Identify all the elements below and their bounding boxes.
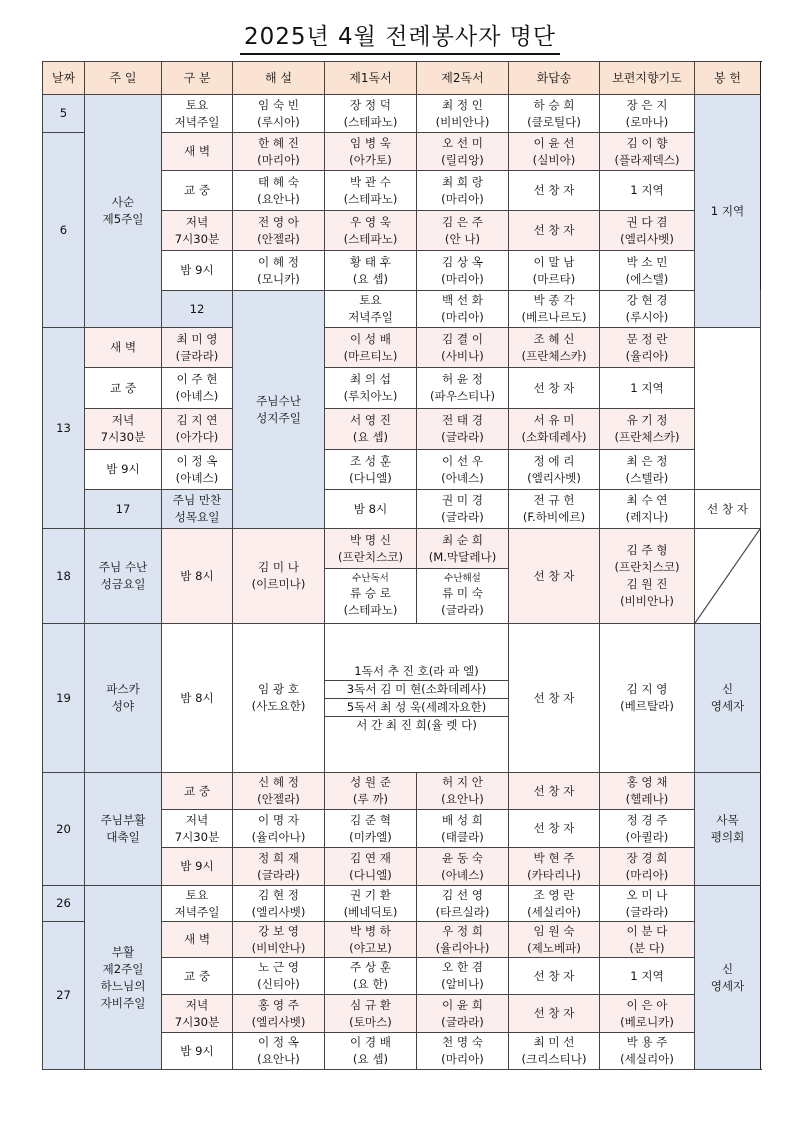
- psalm-cell: 선 창 자: [509, 995, 600, 1033]
- table-row: [43, 490, 761, 529]
- reading2-cell: 최 순 희 (M.막달레나): [417, 529, 509, 569]
- header-gubun: 구 분: [162, 62, 233, 95]
- reading2-cell: 김 선 영 (타르실라): [417, 886, 509, 922]
- offertory-cell: 사목 평의회: [695, 773, 761, 886]
- date-cell: 5: [43, 95, 85, 133]
- sunday-cell: 주님부활 대축일: [85, 773, 162, 886]
- reading1-cell: 우 영 욱 (스테파노): [325, 211, 417, 251]
- commentary-cell: 임 광 호 (사도요한): [233, 624, 325, 773]
- header-offertory: 봉 헌: [695, 62, 761, 95]
- reading2-cell: 허 지 안 (요안나): [417, 773, 509, 810]
- prayers-cell: 김 지 영 (베르탈라): [600, 624, 695, 773]
- prayers-cell: 김 이 향 (플라제덱스): [600, 133, 695, 171]
- gubun-cell: 밤 8시: [162, 529, 233, 624]
- offertory-cell-empty: [695, 529, 761, 624]
- commentary-cell: 김 현 정 (엘리사벳): [233, 886, 325, 922]
- vigil-reading-item: 3독서 김 미 현(소화데레사): [325, 681, 508, 699]
- date-cell: 12: [162, 291, 233, 328]
- commentary-cell: 김 미 나 (이르미나): [233, 529, 325, 624]
- date-cell: 17: [85, 490, 162, 529]
- reading2-cell: 최 수 연 (레지나): [600, 490, 695, 529]
- reading1-cell: 장 정 덕 (스테파노): [325, 95, 417, 133]
- reading2-cell: 이 윤 희 (글라라): [417, 995, 509, 1033]
- psalm-cell: 선 창 자: [509, 773, 600, 810]
- reading2-cell: 허 윤 정 (파우스티나): [417, 368, 509, 409]
- psalm-cell: 선 창 자: [509, 171, 600, 211]
- gubun-cell: 새 벽: [162, 922, 233, 958]
- page-title: 2025년 4월 전례봉사자 명단: [0, 18, 800, 55]
- commentary-cell: 이 정 옥 (아녜스): [162, 450, 233, 490]
- reading2-cell: 윤 동 숙 (아녜스): [417, 848, 509, 886]
- table-row: [43, 409, 761, 450]
- reading1-cell: 심 규 환 (토마스): [325, 995, 417, 1033]
- psalm-cell: 선 창 자: [695, 490, 761, 529]
- sunday-cell: 주님 만찬 성목요일: [162, 490, 233, 529]
- prayers-cell: 최 은 정 (스텔라): [600, 450, 695, 490]
- commentary-cell: 노 근 영 (신티아): [233, 958, 325, 995]
- psalm-cell: 임 원 숙 (제노베파): [509, 922, 600, 958]
- psalm-cell: 조 영 란 (세실리아): [509, 886, 600, 922]
- sunday-cell: 부활 제2주일 하느님의 자비주일: [85, 886, 162, 1070]
- gubun-cell: 교 중: [162, 958, 233, 995]
- gubun-cell: 토요 저녁주일: [162, 886, 233, 922]
- reading1-cell: 성 원 준 (루 까): [325, 773, 417, 810]
- commentary-cell: 전 영 아 (안젤라): [233, 211, 325, 251]
- passion-narrator-cell: 수난해설 류 미 숙 (글라라): [417, 569, 509, 624]
- offertory-cell: 1 지역: [695, 95, 761, 328]
- reading2-cell: 우 정 희 (율리아나): [417, 922, 509, 958]
- header-psalm: 화답송: [509, 62, 600, 95]
- date-cell: 18: [43, 529, 85, 624]
- gubun-cell: 밤 9시: [162, 1033, 233, 1070]
- commentary-cell: 이 정 옥 (요안나): [233, 1033, 325, 1070]
- header-reading2: 제2독서: [417, 62, 509, 95]
- table-row: [43, 328, 761, 368]
- date-cell: 27: [43, 922, 85, 1070]
- reading1-cell: 전 규 헌 (F.하비에르): [509, 490, 600, 529]
- psalm-cell: 선 창 자: [509, 810, 600, 848]
- gubun-cell: 밤 9시: [162, 251, 233, 291]
- psalm-cell: 선 창 자: [509, 624, 600, 773]
- commentary-cell: 정 희 재 (글라라): [233, 848, 325, 886]
- reading1-cell: 임 병 욱 (아가토): [325, 133, 417, 171]
- commentary-cell: 백 선 화 (마리아): [417, 291, 509, 328]
- diagonal-line: [695, 529, 760, 623]
- psalm-cell: 이 윤 선 (실비아): [509, 133, 600, 171]
- offertory-cell: 신 영세자: [695, 886, 761, 1070]
- reading1-cell: 박 병 하 (야고보): [325, 922, 417, 958]
- reading2-cell: 배 성 희 (태클라): [417, 810, 509, 848]
- reading2-cell: 최 정 인 (비비안나): [417, 95, 509, 133]
- psalm-cell: 하 승 희 (클로틸다): [509, 95, 600, 133]
- reading2-cell: 김 은 주 (안 나): [417, 211, 509, 251]
- commentary-cell: 권 미 경 (글라라): [417, 490, 509, 529]
- prayers-cell: 박 용 주 (세실리아): [600, 1033, 695, 1070]
- table-row: [43, 450, 761, 490]
- vigil-reading-item: 5독서 최 성 욱(세례자요한): [325, 699, 508, 717]
- reading1-cell: 김 연 재 (다니엘): [325, 848, 417, 886]
- reading1-cell: 서 영 진 (요 셉): [325, 409, 417, 450]
- gubun-cell: 저녁 7시30분: [162, 211, 233, 251]
- gubun-cell: 교 중: [162, 773, 233, 810]
- gubun-cell: 교 중: [162, 171, 233, 211]
- prayers-cell: 권 다 겸 (엘리사벳): [600, 211, 695, 251]
- table-row: [43, 368, 761, 409]
- reading2-cell: 전 태 경 (글라라): [417, 409, 509, 450]
- prayers-cell: 오 미 나 (글라라): [600, 886, 695, 922]
- reading1-cell: 주 상 훈 (요 한): [325, 958, 417, 995]
- header-commentary: 해 설: [233, 62, 325, 95]
- roster-table: [42, 61, 761, 1070]
- header-date: 날짜: [43, 62, 85, 95]
- vigil-readings-cell: [325, 624, 509, 773]
- table-row: [43, 529, 761, 569]
- commentary-cell: 태 혜 숙 (요안나): [233, 171, 325, 211]
- gubun-cell: 저녁 7시30분: [85, 409, 162, 450]
- reading2-cell: 오 한 겸 (알비나): [417, 958, 509, 995]
- gubun-cell: 새 벽: [162, 133, 233, 171]
- table-row: [43, 95, 761, 133]
- psalm-cell: 서 유 미 (소화데레사): [509, 409, 600, 450]
- gubun-cell: 밤 9시: [162, 848, 233, 886]
- date-cell: 13: [43, 328, 85, 529]
- sunday-cell: 파스카 성야: [85, 624, 162, 773]
- psalm-cell: 최 미 선 (크리스티나): [509, 1033, 600, 1070]
- reading1-cell: 조 성 훈 (다니엘): [325, 450, 417, 490]
- prayers-cell: 이 은 아 (베로니카): [600, 995, 695, 1033]
- reading1-cell: 이 경 배 (요 셉): [325, 1033, 417, 1070]
- gubun-cell: 밤 9시: [85, 450, 162, 490]
- reading1-cell: 박 종 각 (베르나르도): [509, 291, 600, 328]
- commentary-cell: 이 명 자 (율리아나): [233, 810, 325, 848]
- gubun-cell: 교 중: [85, 368, 162, 409]
- reading1-cell: 김 준 혁 (미카엘): [325, 810, 417, 848]
- date-cell: 20: [43, 773, 85, 886]
- psalm-cell: 박 현 주 (카타리나): [509, 848, 600, 886]
- reading1-cell: 권 기 환 (베네딕토): [325, 886, 417, 922]
- commentary-cell: 강 보 영 (비비안나): [233, 922, 325, 958]
- commentary-cell: 김 지 연 (아가다): [162, 409, 233, 450]
- commentary-cell: 홍 영 주 (엘리사벳): [233, 995, 325, 1033]
- reading2-cell: 천 명 숙 (마리아): [417, 1033, 509, 1070]
- prayers-cell: 문 정 란 (율리아): [600, 328, 695, 368]
- reading1-cell: 이 성 배 (마르티노): [325, 328, 417, 368]
- prayers-cell: 박 소 민 (에스텔): [600, 251, 695, 291]
- commentary-cell: 이 혜 정 (모니카): [233, 251, 325, 291]
- psalm-cell: 선 창 자: [509, 529, 600, 624]
- header-prayers: 보편지향기도: [600, 62, 695, 95]
- gubun-cell: 저녁 7시30분: [162, 810, 233, 848]
- header-sunday: 주 일: [85, 62, 162, 95]
- commentary-cell: 임 숙 빈 (루시아): [233, 95, 325, 133]
- reading1-cell: 황 태 후 (요 셉): [325, 251, 417, 291]
- prayers-cell: 이 분 다 (분 다): [600, 922, 695, 958]
- reading2-cell: 최 희 랑 (마리아): [417, 171, 509, 211]
- commentary-cell: 신 혜 정 (안젤라): [233, 773, 325, 810]
- passion-reader-cell: 수난독서 류 승 로 (스테파노): [325, 569, 417, 624]
- prayers-cell: 1 지역: [600, 958, 695, 995]
- sunday-cell: 사순 제5주일: [85, 95, 162, 328]
- gubun-cell: 새 벽: [85, 328, 162, 368]
- reading1-cell: 최 의 섭 (루치아노): [325, 368, 417, 409]
- commentary-cell: 최 미 영 (글라라): [162, 328, 233, 368]
- gubun-cell: 토요 저녁주일: [162, 95, 233, 133]
- vigil-reading-item: 1독서 추 진 호(라 파 엘): [325, 663, 508, 681]
- table-row: [43, 624, 761, 773]
- table-row: [43, 773, 761, 810]
- prayers-cell: 1 지역: [600, 368, 695, 409]
- psalm-cell: 이 말 남 (마르타): [509, 251, 600, 291]
- offertory-cell: 신 영세자: [695, 624, 761, 773]
- prayers-cell: 홍 영 채 (헬레나): [600, 773, 695, 810]
- prayers-cell: 유 기 정 (프란체스카): [600, 409, 695, 450]
- prayers-cell: 장 은 지 (로마나): [600, 95, 695, 133]
- psalm-cell: 선 창 자: [509, 958, 600, 995]
- date-cell: 6: [43, 133, 85, 328]
- psalm-cell: 선 창 자: [509, 211, 600, 251]
- gubun-cell: 밤 8시: [162, 624, 233, 773]
- sunday-cell: 주님수난 성지주일: [233, 291, 325, 529]
- prayers-cell: 1 지역: [600, 171, 695, 211]
- date-cell: 19: [43, 624, 85, 773]
- reading2-cell: 이 선 우 (아녜스): [417, 450, 509, 490]
- date-cell: 26: [43, 886, 85, 922]
- commentary-cell: 이 주 현 (아녜스): [162, 368, 233, 409]
- gubun-cell: 밤 8시: [325, 490, 417, 529]
- psalm-cell: 조 혜 신 (프란체스카): [509, 328, 600, 368]
- reading1-cell: 박 명 신 (프란치스코): [325, 529, 417, 569]
- sunday-cell: 주님 수난 성금요일: [85, 529, 162, 624]
- reading2-cell: 강 현 경 (루시아): [600, 291, 695, 328]
- reading2-cell: 오 선 미 (릴리앙): [417, 133, 509, 171]
- prayers-cell: 정 경 주 (아퀼라): [600, 810, 695, 848]
- reading2-cell: 김 상 옥 (마리아): [417, 251, 509, 291]
- header-row: [43, 62, 761, 95]
- prayers-cell: 김 주 형 (프란치스코) 김 원 진 (비비안나): [600, 529, 695, 624]
- reading2-cell: 김 결 이 (사비나): [417, 328, 509, 368]
- prayers-cell: 장 경 희 (마리아): [600, 848, 695, 886]
- psalm-cell: 정 에 리 (엘리사벳): [509, 450, 600, 490]
- reading1-cell: 박 관 수 (스테파노): [325, 171, 417, 211]
- gubun-cell: 저녁 7시30분: [162, 995, 233, 1033]
- table-row: [43, 886, 761, 922]
- gubun-cell: 토요 저녁주일: [325, 291, 417, 328]
- psalm-cell: 선 창 자: [509, 368, 600, 409]
- header-reading1: 제1독서: [325, 62, 417, 95]
- vigil-reading-item: 서 간 최 진 희(율 렛 다): [356, 717, 477, 732]
- vigil-readings-list: [325, 663, 508, 734]
- commentary-cell: 한 혜 진 (마리아): [233, 133, 325, 171]
